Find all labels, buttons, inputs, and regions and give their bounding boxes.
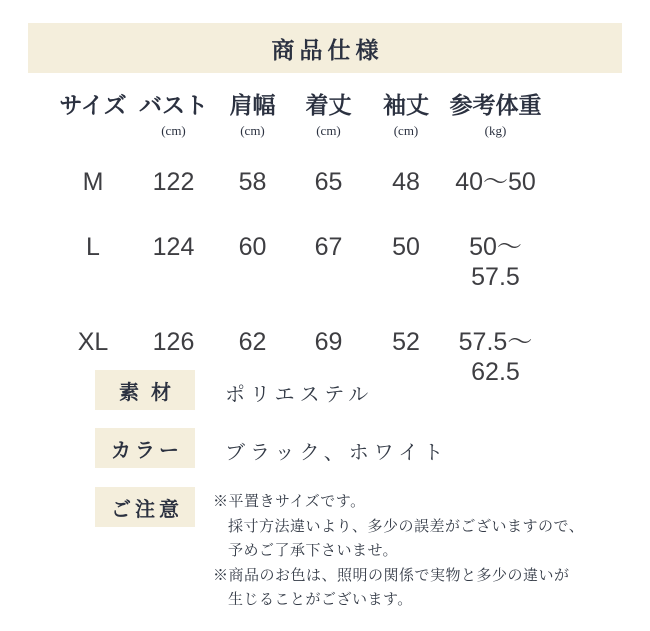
table-row <box>53 167 545 197</box>
table-cell: 122 <box>152 168 195 196</box>
table-cell: 60 <box>238 233 267 261</box>
column-unit-sleeve: (cm) <box>393 123 419 138</box>
column-header-shoulder: 肩幅 <box>229 93 276 118</box>
table-cell: 65 <box>314 168 343 196</box>
material-value: ポリエステル <box>225 384 374 406</box>
notes-label-box <box>95 487 195 527</box>
color-value: ブラック、ホワイト <box>225 442 449 464</box>
note-line: ※平置きサイズです。 <box>213 494 366 510</box>
column-unit-size <box>53 121 133 141</box>
table-cell: 62 <box>238 328 267 356</box>
table-cell: 69 <box>314 328 343 356</box>
notes-label: ご注意 <box>111 498 183 521</box>
table-header-row <box>53 91 545 121</box>
column-unit-weight: (kg) <box>484 123 507 138</box>
page-title: 商品仕様 <box>271 37 384 63</box>
column-header-bust: バスト <box>139 93 208 118</box>
table-row <box>53 232 545 292</box>
notes-text <box>213 490 613 613</box>
column-header-length: 着丈 <box>305 93 352 118</box>
table-cell: L <box>86 233 100 261</box>
column-unit-bust: (cm) <box>161 123 186 138</box>
table-cell: 50〜57.5 <box>469 233 522 291</box>
table-cell: 40〜50 <box>455 168 536 196</box>
column-unit-length: (cm) <box>316 123 341 138</box>
table-cell: 52 <box>392 328 420 356</box>
column-header-sleeve: 袖丈 <box>383 93 429 118</box>
color-label-box <box>95 428 195 468</box>
table-cell: 124 <box>152 233 195 261</box>
material-label-box <box>95 370 195 410</box>
table-cell: 126 <box>152 328 195 356</box>
table-cell: 58 <box>238 168 267 196</box>
title-banner <box>28 23 622 73</box>
table-cell: 57.5〜62.5 <box>458 328 533 386</box>
color-label: カラー <box>111 439 183 462</box>
column-header-size: サイズ <box>59 93 127 118</box>
note-line: 生じることがございます。 <box>228 592 413 608</box>
size-table <box>53 91 545 387</box>
table-cell: 67 <box>314 233 343 261</box>
table-cell: 50 <box>392 233 420 261</box>
note-line: 採寸方法違いより、多少の誤差がございますので、 <box>228 518 585 535</box>
note-line: ※商品のお色は、照明の関係で実物と多少の違いが <box>213 567 570 584</box>
table-cell: 48 <box>392 168 420 196</box>
table-unit-row <box>53 121 545 141</box>
column-unit-shoulder: (cm) <box>240 123 265 138</box>
note-line: 予めご了承下さいませ。 <box>228 543 399 559</box>
table-cell: M <box>82 168 104 196</box>
column-header-weight: 参考体重 <box>449 93 542 118</box>
material-label: 素材 <box>119 381 183 404</box>
table-cell: XL <box>77 328 109 356</box>
